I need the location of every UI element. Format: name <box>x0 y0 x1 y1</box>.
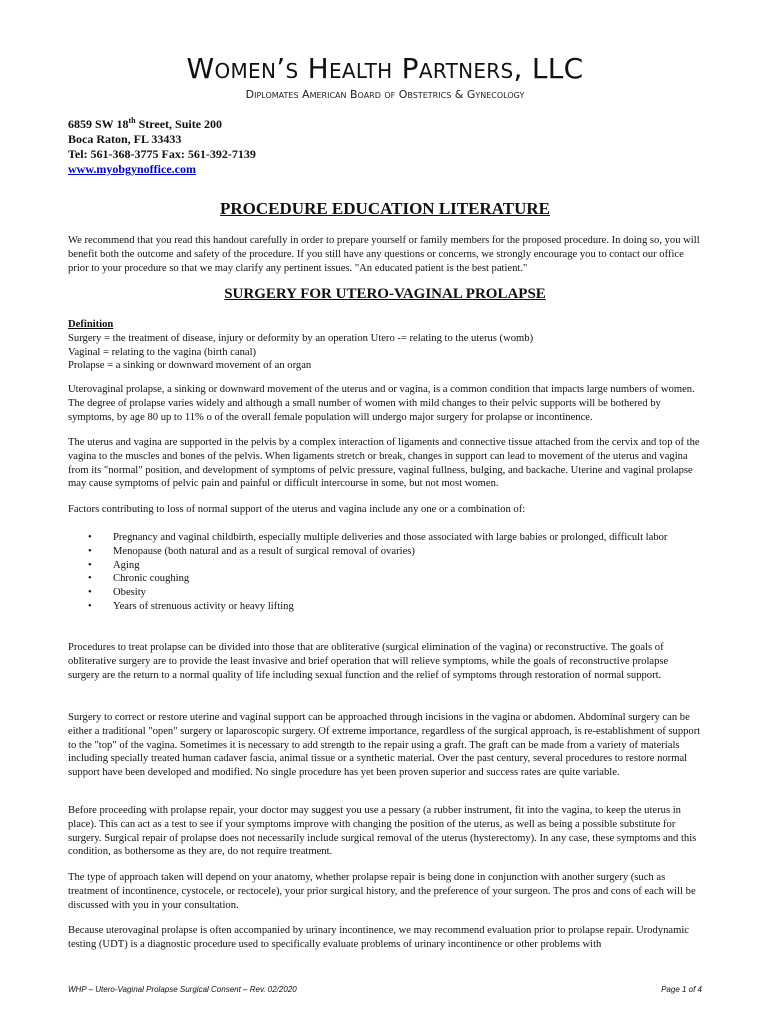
list-item: • Years of strenuous activity or heavy lifting <box>88 600 294 612</box>
definition-line: Surgery = the treatment of disease, injury or deformity by an operation Utero -= relating to the uterus (womb) <box>68 332 534 344</box>
bullet-icon: • <box>88 559 92 571</box>
factors-list <box>88 531 688 614</box>
paragraph: Factors contributing to loss of normal support of the uterus and vagina include any one or a combination of: <box>68 504 526 515</box>
paragraph: Surgery to correct or restore uterine and vaginal support can be approached through incisions in the vagina or abdomen. Abdominal surgery can be either a traditional "open" surgery or laparoscopic surgery. Of extreme importance, regardless of the surgical approach, is re-establishment of support to the "top" of the vagina. Sometimes it is necessary to add strength to the repair using a graft. The graft can be made from a variety of materials including specially treated human cadaver fascia, animal tissue or a synthetic material. Over the past century, several procedures to restore normal support have been developed and modified. No single procedure has yet been proven superior and success rates are quite variable. <box>68 712 701 779</box>
paragraph: Before proceeding with prolapse repair, your doctor may suggest you use a pessary (a rubber instrument, fit into the vagina, to keep the uterus in place). This can act as a test to see if your symptoms improve with changing the position of the uterus, as well as being a possible substitute for surgery. Surgical repair of prolapse does not necessarily include surgical removal of the uterus (hysterectomy). In any case, these symptoms and this condition, as bothersome as they are, do not require treatment. <box>68 805 697 858</box>
page-footer <box>68 985 702 994</box>
bullet-icon: • <box>88 573 92 585</box>
letterhead <box>0 52 770 101</box>
firm-credentials: Diplomates American Board of Obstetrics & Gynecology <box>245 88 525 101</box>
paragraph: The uterus and vagina are supported in the pelvis by a complex interaction of ligaments and connective tissue attached from the cervix and top of the vagina to the muscles and bones of the pelvis. When ligaments stretch or break, changes in support can lead to movement of the uterus and vagina from its "normal" position, and development of symptoms of pelvic pressure, vaginal fullness, bulging, and backache. Uterine and vaginal prolapse may cause symptoms of pelvic pain and painful or difficult intercourse in some, but not most women. <box>68 437 700 490</box>
list-item: • Menopause (both natural and as a result of surgical removal of ovaries) <box>88 545 415 557</box>
list-item: • Chronic coughing <box>88 573 190 585</box>
bullet-icon: • <box>88 600 92 612</box>
list-item: • Pregnancy and vaginal childbirth, especially multiple deliveries and those associated with large babies or prolonged, difficult labor <box>88 532 668 543</box>
definition-section <box>68 318 702 373</box>
paragraph: Procedures to treat prolapse can be divided into those that are obliterative (surgical elimination of the vagina) or reconstructive. The goals of obliterative surgery are to provide the least invasive and brief operation that will relieve symptoms, while the goals of reconstructive prolapse surgery are the return to a normal quality of life including sexual function and the relief of symptoms through restoration of normal support. <box>68 642 669 681</box>
intro-paragraph: We recommend that you read this handout carefully in order to prepare yourself or family members for the proposed procedure. In doing so, you will benefit both the outcome and safety of the procedure. If you still have any questions or concerns, we strongly encourage you to contact our office prior to your procedure so that we may clarify any pertinent issues. "An educated patient is the best patient." <box>68 235 700 274</box>
definition-line: Prolapse = a sinking or downward movement of an organ <box>68 360 312 372</box>
bullet-icon: • <box>88 532 92 543</box>
list-item: • Obesity <box>88 587 146 599</box>
city-line: Boca Raton, FL 33433 <box>68 132 182 146</box>
definition-heading: Definition <box>68 319 114 330</box>
definition-line: Vaginal = relating to the vagina (birth canal) <box>68 346 257 358</box>
bullet-icon: • <box>88 587 92 599</box>
paragraph: The type of approach taken will depend on your anatomy, whether prolapse repair is being done in conjunction with another surgery (such as treatment of incontinence, cystocele, or rectocele), your prior surgical history, and the preference of your surgeon. The pros and cons of each will be discussed with you in your consultation. <box>68 872 696 911</box>
procedure-title: SURGERY FOR UTERO-VAGINAL PROLAPSE <box>224 286 546 302</box>
paragraph: Because uterovaginal prolapse is often accompanied by urinary incontinence, we may recommend evaluation prior to prolapse repair. Urodynamic testing (UDT) is a diagnostic procedure used to specifically evaluate problems of urinary incontinence or other problems with <box>68 925 689 950</box>
document-title: PROCEDURE EDUCATION LITERATURE <box>220 199 550 218</box>
paragraph: Uterovaginal prolapse, a sinking or downward movement of the uterus and or vagina, is a common condition that impacts large numbers of women. The degree of prolapse varies widely and although a small number of women with mild changes to their pelvic supports will be bothered by symptoms, by age 80 up to 11% o of the overall female population will undergo major surgery for prolapse or incontinence. <box>68 384 695 423</box>
phone-line: Tel: 561-368-3775 Fax: 561-392-7139 <box>68 147 256 161</box>
firm-name: Women’s Health Partners, LLC <box>186 52 584 85</box>
page-number: Page 1 of 4 <box>661 985 702 994</box>
footer-revision: WHP – Utero-Vaginal Prolapse Surgical Consent – Rev. 02/2020 <box>68 985 297 994</box>
office-address <box>68 117 256 177</box>
bullet-icon: • <box>88 545 92 557</box>
list-item: • Aging <box>88 559 140 571</box>
street-line: 6859 SW 18th Street, Suite 200 <box>68 116 223 131</box>
website-link[interactable]: www.myobgynoffice.com <box>68 162 196 176</box>
